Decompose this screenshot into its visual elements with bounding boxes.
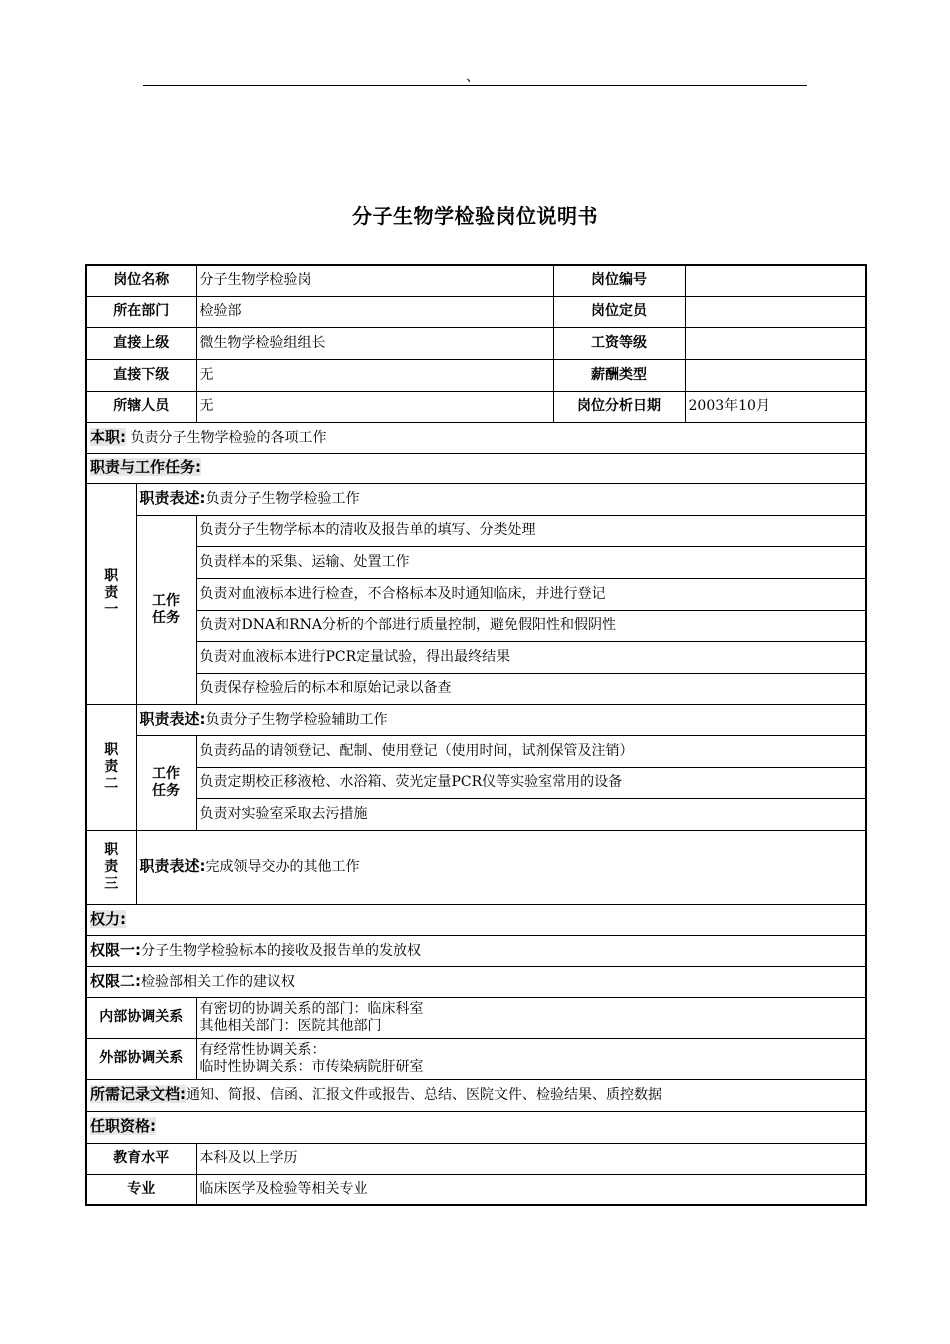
internal-relation-label: 内部协调关系 — [86, 997, 196, 1038]
department-label: 所在部门 — [86, 296, 196, 327]
staff-label: 所辖人员 — [86, 391, 196, 422]
task-row — [86, 798, 866, 830]
headcount-label: 岗位定员 — [553, 296, 685, 327]
authority-heading: 权力: — [90, 909, 126, 928]
task-row — [86, 515, 866, 546]
duty-two-label: 职 责 二 — [86, 704, 136, 830]
education-label: 教育水平 — [86, 1143, 196, 1174]
position-no-label: 岗位编号 — [553, 265, 685, 296]
authority-two-label: 权限二: — [90, 971, 141, 990]
department-value: 检验部 — [196, 296, 553, 327]
authority-one-text: 分子生物学检验标本的接收及报告单的发放权 — [141, 942, 421, 959]
external-relation-label: 外部协调关系 — [86, 1038, 196, 1079]
position-no-value — [685, 265, 866, 296]
duties-heading-row — [86, 453, 866, 483]
records-label: 所需记录文档: — [90, 1085, 186, 1103]
pay-type-value — [685, 359, 866, 391]
duty-one-task: 负责对血液标本进行检查，不合格标本及时通知临床，并进行登记 — [196, 578, 866, 610]
duty-three-label: 职 责 三 — [86, 830, 136, 904]
info-row — [86, 265, 866, 296]
duty-two-task: 负责对实验室采取去污措施 — [196, 798, 866, 830]
duty-three-row — [86, 830, 866, 904]
role-row — [86, 422, 866, 453]
education-value: 本科及以上学历 — [196, 1143, 866, 1174]
duty-two-statement-row — [86, 704, 866, 735]
duty-one-task: 负责对DNA和RNA分析的个部进行质量控制，避免假阳性和假阴性 — [196, 610, 866, 641]
info-row — [86, 391, 866, 422]
info-row — [86, 327, 866, 359]
duty-one-statement-row — [86, 483, 866, 515]
task-row — [86, 767, 866, 798]
qualification-heading: 任职资格: — [90, 1117, 156, 1135]
duty-one-task: 负责保存检验后的标本和原始记录以备查 — [196, 673, 866, 704]
authority-heading-row — [86, 904, 866, 935]
authority-two-text: 检验部相关工作的建议权 — [141, 973, 295, 990]
salary-grade-label: 工资等级 — [553, 327, 685, 359]
duty-three-statement: 完成领导交办的其他工作 — [205, 859, 360, 875]
duty-one-label: 职 责 一 — [86, 483, 136, 704]
document-title: 分子生物学检验岗位说明书 — [352, 204, 598, 228]
external-relation-row — [86, 1038, 866, 1079]
qualification-heading-row — [86, 1111, 866, 1143]
pay-type-label: 薪酬类型 — [553, 359, 685, 391]
duty-two-statement: 负责分子生物学检验辅助工作 — [205, 711, 388, 728]
headcount-value — [685, 296, 866, 327]
salary-grade-value — [685, 327, 866, 359]
duties-heading: 职责与工作任务: — [90, 458, 201, 476]
duty-one-task-label: 工作 任务 — [136, 515, 196, 704]
duty-two-statement-label: 职责表述: — [139, 709, 206, 728]
duty-two-task-label: 工作 任务 — [136, 735, 196, 830]
internal-relation-line: 其他相关部门：医院其他部门 — [199, 1017, 382, 1034]
records-text: 通知、简报、信函、汇报文件或报告、总结、医院文件、检验结果、质控数据 — [186, 1087, 662, 1103]
duty-one-statement-label: 职责表述: — [139, 489, 206, 507]
education-row — [86, 1143, 866, 1174]
task-row — [86, 578, 866, 610]
position-name-value: 分子生物学检验岗 — [196, 265, 553, 296]
subordinate-value: 无 — [196, 359, 553, 391]
duty-three-statement-label: 职责表述: — [139, 857, 206, 875]
task-row — [86, 610, 866, 641]
subordinate-label: 直接下级 — [86, 359, 196, 391]
analysis-date-label: 岗位分析日期 — [553, 391, 685, 422]
task-row — [86, 546, 866, 578]
duty-two-task: 负责药品的请领登记、配制、使用登记（使用时间，试剂保管及注销） — [196, 735, 866, 767]
records-row — [86, 1079, 866, 1111]
external-relation-line: 有经常性协调关系： — [199, 1041, 326, 1058]
authority-one-label: 权限一: — [90, 940, 141, 959]
task-row — [86, 641, 866, 673]
header-rule — [143, 85, 807, 86]
duty-one-statement: 负责分子生物学检验工作 — [205, 491, 360, 507]
internal-relation-line: 有密切的协调关系的部门：临床科室 — [199, 1000, 424, 1017]
task-row — [86, 735, 866, 767]
header-mark: 、 — [466, 69, 480, 85]
major-value: 临床医学及检验等相关专业 — [196, 1174, 866, 1205]
analysis-date-value: 2003年10月 — [685, 391, 866, 422]
internal-relation-row — [86, 997, 866, 1038]
position-name-label: 岗位名称 — [86, 265, 196, 296]
authority-row — [86, 935, 866, 966]
external-relation-line: 临时性协调关系：市传染病院肝研室 — [199, 1058, 424, 1075]
duty-one-task: 负责样本的采集、运输、处置工作 — [196, 546, 866, 578]
info-row — [86, 296, 866, 327]
superior-label: 直接上级 — [86, 327, 196, 359]
task-row — [86, 673, 866, 704]
info-row — [86, 359, 866, 391]
staff-value: 无 — [196, 391, 553, 422]
role-text: 负责分子生物学检验的各项工作 — [130, 429, 327, 446]
superior-value: 微生物学检验组组长 — [196, 327, 553, 359]
duty-two-task: 负责定期校正移液枪、水浴箱、荧光定量PCR仪等实验室常用的设备 — [196, 767, 866, 798]
duty-one-task: 负责对血液标本进行PCR定量试验，得出最终结果 — [196, 641, 866, 673]
job-description-table — [85, 264, 867, 1206]
authority-row — [86, 966, 866, 997]
major-row — [86, 1174, 866, 1205]
role-label: 本职: — [90, 427, 126, 446]
major-label: 专业 — [86, 1174, 196, 1205]
duty-one-task: 负责分子生物学标本的清收及报告单的填写、分类处理 — [196, 515, 866, 546]
